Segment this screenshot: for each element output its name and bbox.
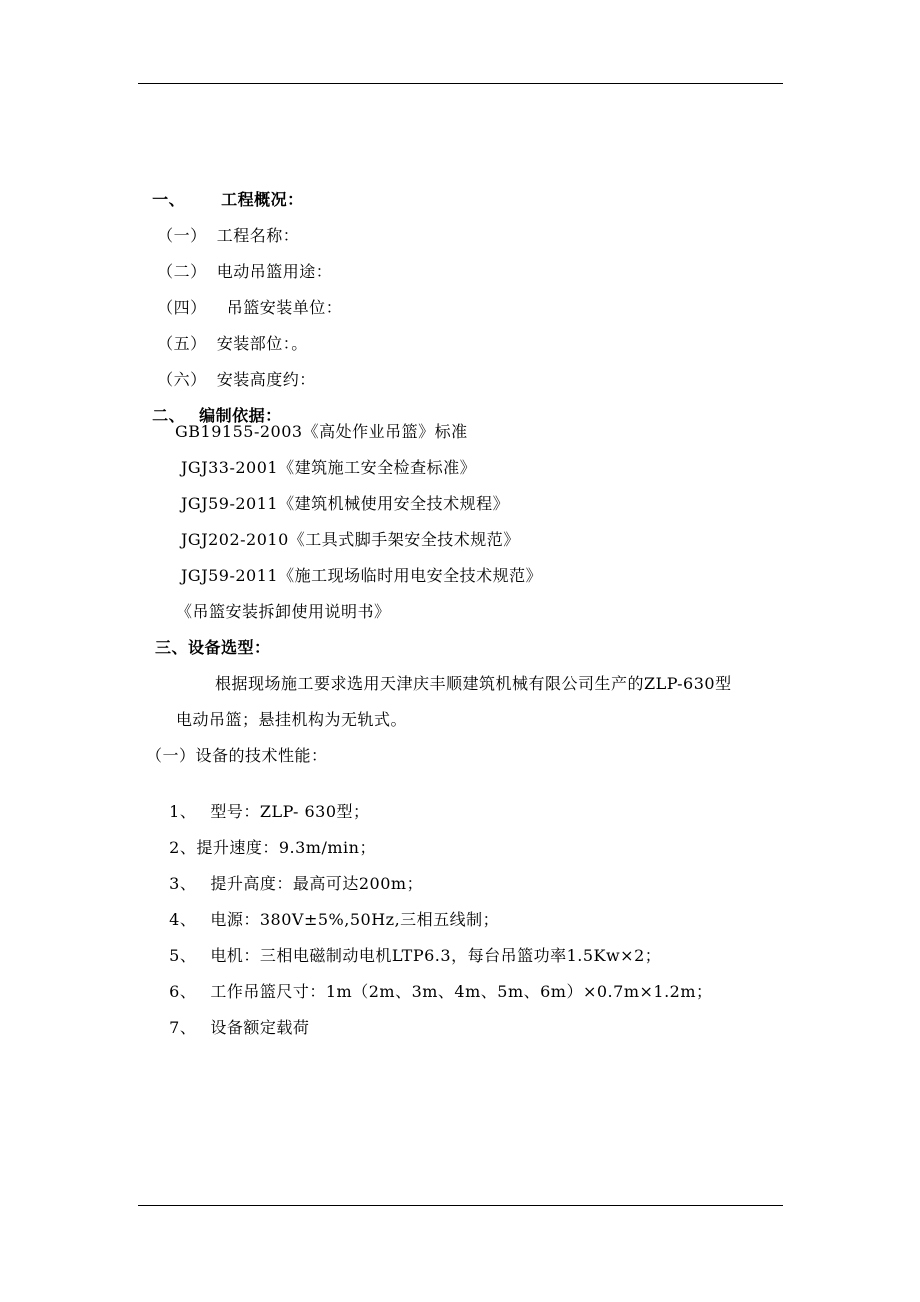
section-1-heading (140, 170, 304, 210)
footer-rule (138, 1205, 783, 1206)
spec-item-text: 提升速度：9.3m/min； (196, 838, 376, 857)
project-item (146, 278, 342, 318)
project-item (146, 242, 332, 282)
section-1-title: 工程概况： (221, 190, 304, 209)
equipment-paragraph-line-1: 根据现场施工要求选用天津庆丰顺建筑机械有限公司生产的ZLP-630型 (215, 674, 732, 693)
section-2-title: 编制依据： (199, 406, 282, 425)
spec-item (158, 926, 661, 966)
header-rule (138, 83, 783, 84)
reference-standard: 《吊篮安装拆卸使用说明书》 (176, 602, 391, 621)
spec-item-number: 6、 (169, 982, 197, 1001)
spec-item-number: 2、 (169, 838, 197, 857)
spec-item-text: 提升高度：最高可达200m； (210, 874, 424, 893)
spec-item-number: 1、 (169, 802, 197, 821)
project-item-number: （一） (157, 226, 207, 245)
reference-standard: JGJ59-2011《施工现场临时用电安全技术规范》 (181, 566, 543, 585)
reference-standard: GB19155-2003《高处作业吊篮》标准 (175, 422, 468, 441)
spec-item (158, 818, 376, 858)
project-item-text: 电动吊篮用途： (216, 262, 333, 281)
project-item-number: （四） (157, 298, 207, 317)
project-item-text: 工程名称： (216, 226, 300, 245)
reference-standard: JGJ202-2010《工具式脚手架安全技术规范》 (181, 530, 520, 549)
project-item-number: （二） (157, 262, 207, 281)
spec-item-text: 电机：三相电磁制动电机LTP6.3，每台吊篮功率1.5Kw×2； (210, 946, 662, 965)
spec-item-number: 3、 (169, 874, 197, 893)
spec-item-text: 工作吊篮尺寸：1m（2m、3m、4m、5m、6m）×0.7m×1.2m； (210, 982, 713, 1001)
spec-item (158, 854, 423, 894)
spec-item (158, 962, 713, 1002)
spec-item-number: 5、 (169, 946, 197, 965)
spec-item-text: 电源：380V±5%,50Hz,三相五线制； (210, 910, 500, 929)
project-item (146, 206, 299, 246)
spec-item-text: 型号：ZLP- 630型； (210, 802, 370, 821)
section-3-heading: 三、设备选型： (155, 638, 271, 657)
tech-performance-heading: （一）设备的技术性能： (146, 746, 328, 765)
equipment-paragraph-line-2: 电动吊篮；悬挂机构为无轨式。 (176, 710, 408, 729)
section-2-number: 二、 (152, 406, 186, 425)
project-item (146, 314, 308, 354)
project-item-text: 吊篮安装单位： (226, 298, 343, 317)
spec-item-number: 7、 (169, 1018, 197, 1037)
spec-item (158, 890, 499, 930)
spec-item (158, 998, 309, 1038)
section-2-heading (140, 386, 282, 426)
spec-item-text: 设备额定载荷 (210, 1018, 310, 1037)
spec-item (158, 782, 370, 822)
reference-standard: JGJ33-2001《建筑施工安全检查标准》 (181, 458, 477, 477)
project-item-number: （五） (157, 334, 207, 353)
section-1-number: 一、 (152, 190, 186, 209)
project-item (146, 350, 316, 390)
project-item-text: 安装部位：。 (216, 334, 308, 353)
spec-item-number: 4、 (169, 910, 197, 929)
project-item-number: （六） (157, 370, 207, 389)
reference-standard: JGJ59-2011《建筑机械使用安全技术规程》 (181, 494, 510, 513)
project-item-text: 安装高度约： (216, 370, 316, 389)
